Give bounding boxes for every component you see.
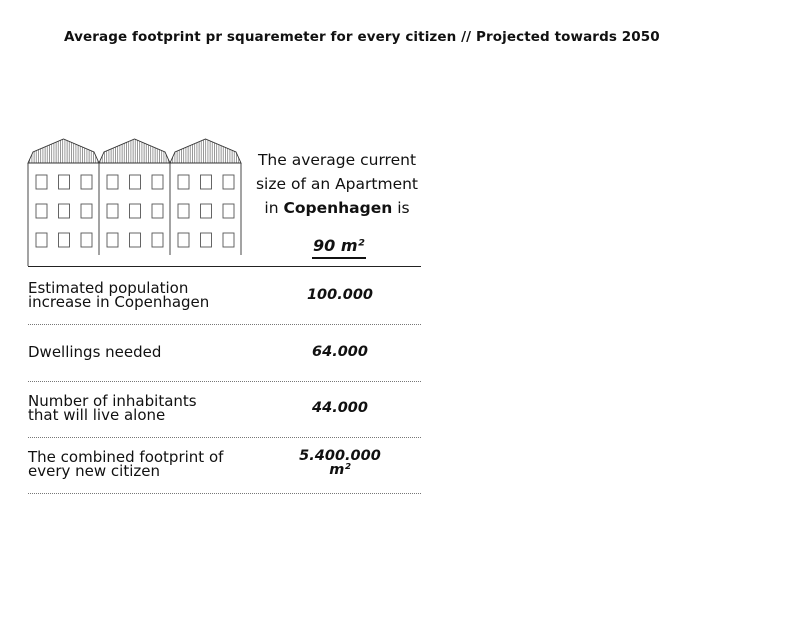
stat-row-combined-footprint bbox=[28, 436, 421, 494]
stat-label bbox=[28, 281, 268, 309]
stat-value-line1: 64.000 bbox=[312, 344, 368, 360]
intro-line-2: size of an Apartment bbox=[255, 175, 419, 193]
apartment-buildings-icon bbox=[27, 137, 245, 267]
city-name: Copenhagen bbox=[283, 199, 393, 217]
window bbox=[201, 233, 212, 247]
stat-value-line1: 5.400.000 bbox=[299, 448, 381, 464]
stat-label-line2: increase in Copenhagen bbox=[28, 293, 210, 311]
page-title: Average footprint pr squaremeter for every citizen // Projected towards 2050 bbox=[64, 29, 660, 45]
window bbox=[81, 204, 92, 218]
stat-value bbox=[290, 401, 390, 415]
stat-label-line1: Dwellings needed bbox=[28, 343, 162, 361]
intro-line-3 bbox=[251, 196, 423, 220]
intro-suffix: is bbox=[397, 199, 410, 217]
stat-row-dwellings bbox=[28, 324, 421, 382]
apartment-size-value: 90 m² bbox=[312, 236, 366, 259]
intro-prefix: in bbox=[264, 199, 279, 217]
stat-label bbox=[28, 345, 268, 359]
stat-value bbox=[290, 449, 390, 477]
window bbox=[130, 204, 141, 218]
window bbox=[130, 175, 141, 189]
stat-label bbox=[28, 394, 268, 422]
stat-value bbox=[290, 288, 390, 302]
window bbox=[178, 233, 189, 247]
roof bbox=[170, 139, 241, 163]
stat-label-line1: Number of inhabitants bbox=[28, 392, 197, 410]
stat-row-population bbox=[28, 267, 421, 325]
window bbox=[152, 233, 163, 247]
stat-label-line2: every new citizen bbox=[28, 462, 160, 480]
stat-value bbox=[290, 345, 390, 359]
window bbox=[152, 204, 163, 218]
stat-row-living-alone bbox=[28, 380, 421, 438]
window bbox=[152, 175, 163, 189]
window bbox=[223, 233, 234, 247]
window bbox=[81, 175, 92, 189]
stat-label bbox=[28, 450, 268, 478]
window bbox=[107, 204, 118, 218]
stat-label-line1: Estimated population bbox=[28, 279, 189, 297]
stat-value-line1: 100.000 bbox=[306, 287, 374, 303]
window bbox=[107, 233, 118, 247]
window bbox=[107, 175, 118, 189]
window bbox=[178, 175, 189, 189]
stat-value-line1: 44.000 bbox=[312, 400, 368, 416]
stat-value-line2: m² bbox=[329, 462, 351, 478]
window bbox=[81, 233, 92, 247]
window bbox=[59, 175, 70, 189]
window bbox=[36, 204, 47, 218]
apartment-size-statement bbox=[251, 148, 423, 220]
window bbox=[223, 175, 234, 189]
window bbox=[59, 204, 70, 218]
window bbox=[201, 175, 212, 189]
window bbox=[178, 204, 189, 218]
roof bbox=[28, 139, 99, 163]
window bbox=[201, 204, 212, 218]
window bbox=[36, 175, 47, 189]
roof bbox=[99, 139, 170, 163]
window bbox=[130, 233, 141, 247]
window bbox=[223, 204, 234, 218]
stat-label-line2: that will live alone bbox=[28, 406, 166, 424]
window bbox=[36, 233, 47, 247]
stat-label-line1: The combined footprint of bbox=[28, 448, 224, 466]
window bbox=[59, 233, 70, 247]
intro-line-1: The average current bbox=[257, 151, 417, 169]
